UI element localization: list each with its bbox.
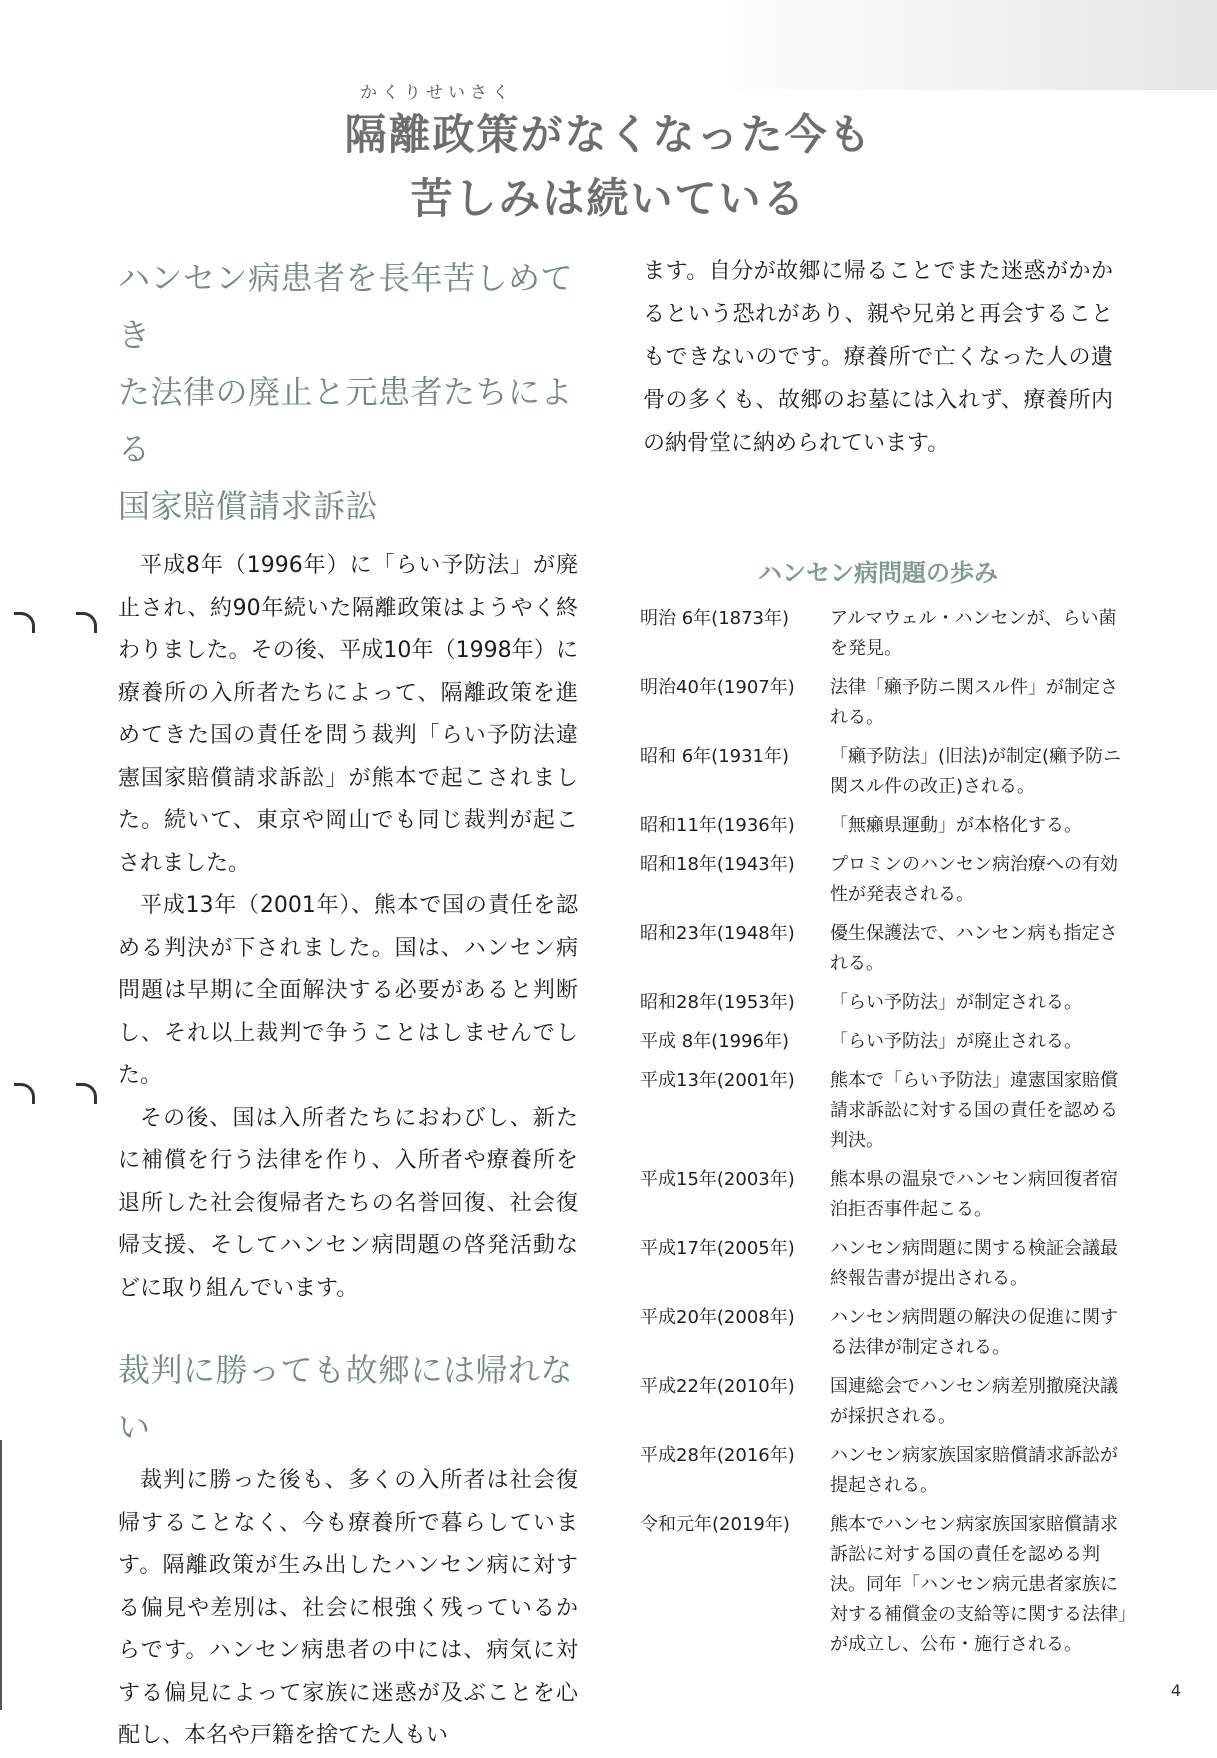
timeline-row [640, 1027, 1130, 1057]
timeline-date: 昭和11年(1936年) [640, 815, 795, 836]
timeline-row [640, 1441, 1130, 1501]
section1-paragraph-1: 平成8年（1996年）に「らい予防法」が廃止され、約90年続いた隔離政策はようやく終わりました。その後、平成10年（1998年）に療養所の入所者たちによって、隔離政策を進めてきた国の責任を問う裁判「らい予防法違憲国家賠償請求訴訟」が熊本で起こされました。続いて、東京や岡山でも同じ裁判が起こされました。 [118, 553, 578, 876]
timeline-date: 平成13年(2001年) [640, 1070, 795, 1091]
scan-edge-line [0, 1440, 2, 1710]
timeline-event: ハンセン病問題に関する検証会議最終報告書が提出される。 [830, 1238, 1118, 1289]
timeline-event: 「らい予防法」が廃止される。 [830, 1031, 1082, 1052]
timeline-row [640, 1303, 1130, 1363]
timeline-date: 平成15年(2003年) [640, 1169, 795, 1190]
timeline-event: 熊本県の温泉でハンセン病回復者宿泊拒否事件起こる。 [830, 1169, 1118, 1220]
timeline-event: 熊本で「らい予防法」違憲国家賠償請求訴訟に対する国の責任を認める判決。 [830, 1070, 1118, 1151]
binder-hole-mark [76, 1083, 97, 1104]
section2-paragraph-right: ます。自分が故郷に帰ることでまた迷惑がかかるという恐れがあり、親や兄弟と再会することもできないのです。療養所で亡くなった人の遺骨の多くも、故郷のお墓には入れず、療養所内の納骨堂に納められています。 [643, 259, 1113, 456]
section1-paragraph-3: その後、国は入所者たちにおわびし、新たに補償を行う法律を作り、入所者や療養所を退所した社会復帰者たちの名誉回復、社会復帰支援、そしてハンセン病問題の啓発活動などに取り組んでいます。 [118, 1105, 578, 1301]
timeline-row [640, 1372, 1130, 1432]
section1-heading-line-2: た法律の廃止と元患者たちによる [118, 373, 574, 468]
timeline-date: 明治 6年(1873年) [640, 608, 790, 629]
title-ruby: かくりせいさく [360, 83, 514, 103]
timeline-event: 「らい予防法」が制定される。 [830, 992, 1082, 1013]
section1-heading [118, 250, 578, 535]
timeline-row [640, 811, 1130, 841]
timeline-row [640, 988, 1130, 1018]
timeline-event: プロミンのハンセン病治療への有効性が発表される。 [830, 854, 1118, 905]
section1-heading-line-1: ハンセン病患者を長年苦しめてき [118, 259, 574, 354]
timeline-date: 明治40年(1907年) [640, 677, 795, 698]
section2-heading: 裁判に勝っても故郷には帰れない [118, 1351, 574, 1446]
page-number: 4 [1170, 1681, 1181, 1700]
timeline-date: 平成22年(2010年) [640, 1376, 795, 1397]
timeline-row [640, 742, 1130, 802]
timeline-row [640, 850, 1130, 910]
title-line-1: 隔離政策がなくなった今も [344, 110, 873, 159]
timeline-event: 「癩予防法」(旧法)が制定(癩予防ニ関スル件の改正)される。 [830, 746, 1122, 797]
binder-hole-mark [14, 1083, 35, 1104]
timeline-row [640, 919, 1130, 979]
timeline-date: 昭和18年(1943年) [640, 854, 795, 875]
timeline-date: 平成 8年(1996年) [640, 1031, 790, 1052]
timeline-date: 昭和28年(1953年) [640, 992, 795, 1013]
section1-heading-line-3: 国家賠償請求訴訟 [118, 487, 379, 525]
section2-paragraph-left: 裁判に勝った後も、多くの入所者は社会復帰することなく、今も療養所で暮らしています。隔離政策が生み出したハンセン病に対する偏見や差別は、社会に根強く残っているからです。ハンセン病患者の中には、病気に対する偏見によって家族に迷惑が及ぶことを心配し、本名や戸籍を捨てた人もい [118, 1468, 578, 1748]
binder-hole-mark [76, 612, 97, 633]
timeline-event: 優生保護法で、ハンセン病も指定される。 [830, 923, 1118, 974]
history-timeline [640, 604, 1130, 1669]
timeline-event: ハンセン病家族国家賠償請求訴訟が提起される。 [830, 1445, 1118, 1496]
timeline-date: 令和元年(2019年) [640, 1514, 790, 1535]
timeline-row [640, 1066, 1130, 1156]
left-column [118, 250, 578, 1758]
title-line-2: 苦しみは続いている [410, 174, 807, 223]
scan-shadow [697, 0, 1217, 90]
timeline-event: ハンセン病問題の解決の促進に関する法律が制定される。 [830, 1307, 1118, 1358]
right-column [643, 250, 1113, 465]
timeline-row [640, 673, 1130, 733]
timeline-date: 平成20年(2008年) [640, 1307, 795, 1328]
timeline-row [640, 604, 1130, 664]
timeline-event: 「無癩県運動」が本格化する。 [830, 815, 1082, 836]
timeline-date: 昭和 6年(1931年) [640, 746, 790, 767]
timeline-event: 法律「癩予防ニ関スル件」が制定される。 [830, 677, 1118, 728]
history-title: ハンセン病問題の歩み [758, 559, 998, 587]
section1-paragraph-2: 平成13年（2001年）、熊本で国の責任を認める判決が下されました。国は、ハンセン病問題は早期に全面解決する必要があると判断し、それ以上裁判で争うことはしませんでした。 [118, 893, 578, 1088]
timeline-event: アルマウェル・ハンセンが、らい菌を発見。 [830, 608, 1117, 659]
timeline-row [640, 1165, 1130, 1225]
timeline-event: 国連総会でハンセン病差別撤廃決議が採択される。 [830, 1376, 1118, 1427]
timeline-date: 平成28年(2016年) [640, 1445, 795, 1466]
timeline-event: 熊本でハンセン病家族国家賠償請求訴訟に対する国の責任を認める判決。同年「ハンセン病元患者家族に対する補償金の支給等に関する法律」が成立し、公布・施行される。 [830, 1514, 1127, 1655]
timeline-row [640, 1510, 1130, 1660]
timeline-date: 昭和23年(1948年) [640, 923, 795, 944]
timeline-row [640, 1234, 1130, 1294]
timeline-date: 平成17年(2005年) [640, 1238, 795, 1259]
binder-hole-mark [14, 612, 35, 633]
